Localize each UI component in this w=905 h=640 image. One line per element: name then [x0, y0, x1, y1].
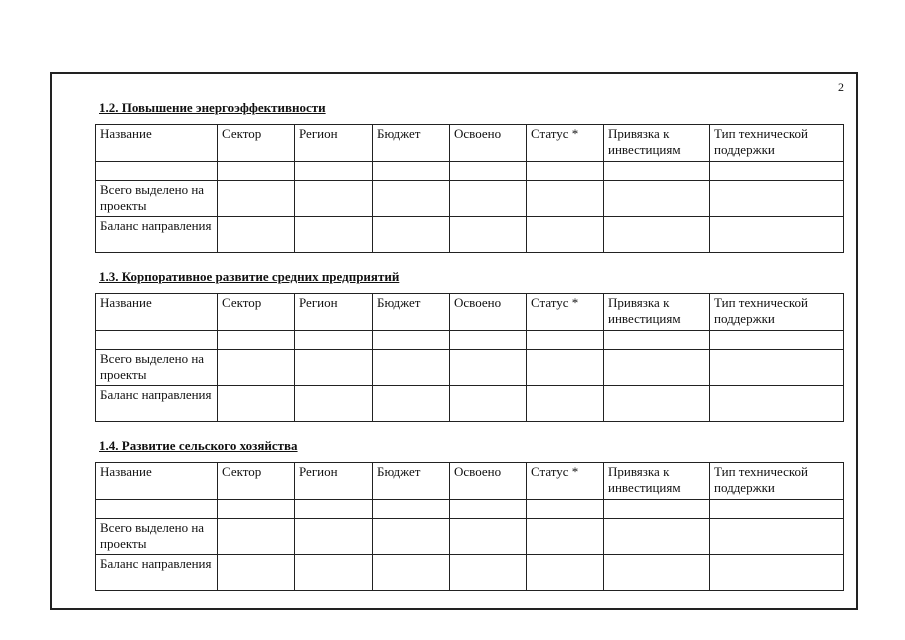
col-header-name: Название — [96, 125, 218, 162]
col-header-budget: Бюджет — [373, 125, 450, 162]
col-header-support-type: Тип технической поддержки — [710, 294, 844, 331]
table-row-balance — [96, 555, 844, 591]
col-header-status: Статус * — [527, 125, 604, 162]
col-header-region: Регион — [295, 125, 373, 162]
col-header-support-type: Тип технической поддержки — [710, 463, 844, 500]
col-header-region: Регион — [295, 294, 373, 331]
col-header-sector: Сектор — [218, 125, 295, 162]
empty-row — [96, 500, 844, 519]
col-header-support-type: Тип технической поддержки — [710, 125, 844, 162]
section-1-2 — [95, 100, 843, 253]
row-label: Всего выделено на проекты — [96, 181, 218, 217]
row-label: Баланс направления — [96, 386, 218, 422]
section-table — [95, 293, 844, 422]
col-header-sector: Сектор — [218, 463, 295, 500]
col-header-name: Название — [96, 294, 218, 331]
section-1-4 — [95, 438, 843, 591]
section-title: 1.4. Развитие сельского хозяйства — [99, 438, 298, 453]
col-header-name: Название — [96, 463, 218, 500]
col-header-spent: Освоено — [450, 125, 527, 162]
empty-row — [96, 331, 844, 350]
col-header-budget: Бюджет — [373, 463, 450, 500]
header-row — [96, 125, 844, 162]
row-label: Баланс направления — [96, 555, 218, 591]
table-row-balance — [96, 217, 844, 253]
row-label: Всего выделено на проекты — [96, 350, 218, 386]
header-row — [96, 294, 844, 331]
section-table — [95, 124, 844, 253]
header-row — [96, 463, 844, 500]
col-header-investment-link: Привязка к инвестициям — [604, 463, 710, 500]
table-row-total — [96, 350, 844, 386]
section-1-3 — [95, 269, 843, 422]
col-header-investment-link: Привязка к инвестициям — [604, 294, 710, 331]
table-row-total — [96, 519, 844, 555]
empty-row — [96, 162, 844, 181]
col-header-budget: Бюджет — [373, 294, 450, 331]
section-title: 1.3. Корпоративное развитие средних предприятий — [99, 269, 400, 284]
page-frame — [50, 72, 858, 610]
col-header-spent: Освоено — [450, 294, 527, 331]
table-row-balance — [96, 386, 844, 422]
section-title: 1.2. Повышение энергоэффективности — [99, 100, 326, 115]
col-header-status: Статус * — [527, 463, 604, 500]
section-table — [95, 462, 844, 591]
col-header-spent: Освоено — [450, 463, 527, 500]
row-label: Баланс направления — [96, 217, 218, 253]
table-row-total — [96, 181, 844, 217]
col-header-sector: Сектор — [218, 294, 295, 331]
page-number: 2 — [838, 80, 844, 94]
row-label: Всего выделено на проекты — [96, 519, 218, 555]
col-header-status: Статус * — [527, 294, 604, 331]
col-header-region: Регион — [295, 463, 373, 500]
col-header-investment-link: Привязка к инвестициям — [604, 125, 710, 162]
